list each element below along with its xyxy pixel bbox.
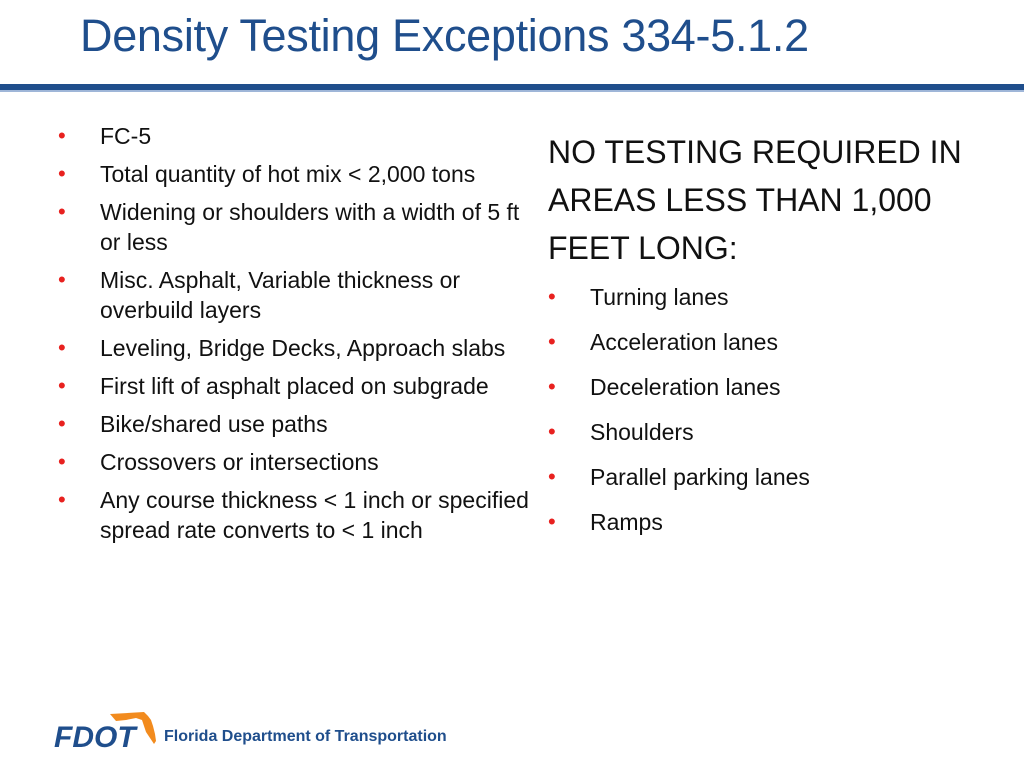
list-item-text: First lift of asphalt placed on subgrade [100, 373, 489, 399]
list-item [58, 447, 546, 477]
list-item [548, 462, 988, 492]
bullet-icon: • [58, 411, 66, 436]
list-item [58, 265, 546, 325]
list-item [58, 409, 546, 439]
list-item [58, 485, 546, 545]
exceptions-list [58, 121, 546, 553]
bullet-icon: • [548, 419, 556, 444]
bullet-icon: • [58, 487, 66, 512]
list-item-text: Turning lanes [590, 284, 729, 310]
bullet-icon: • [58, 335, 66, 360]
short-areas-list [548, 282, 988, 537]
title-divider-accent [0, 90, 1024, 92]
list-item-text: Shoulders [590, 419, 694, 445]
list-item [548, 327, 988, 357]
list-item [548, 507, 988, 537]
bullet-icon: • [548, 284, 556, 309]
short-areas-column [548, 128, 988, 552]
list-item [58, 371, 546, 401]
list-item-text: Any course thickness < 1 inch or specified spread rate converts to < 1 inch [100, 487, 529, 543]
bullet-icon: • [548, 374, 556, 399]
list-item [548, 372, 988, 402]
list-item [58, 121, 546, 151]
list-item-text: Leveling, Bridge Decks, Approach slabs [100, 335, 506, 361]
short-areas-heading: NO TESTING REQUIRED IN AREAS LESS THAN 1,000 FEET LONG: [548, 134, 962, 266]
bullet-icon: • [58, 123, 66, 148]
list-item-text: Deceleration lanes [590, 374, 781, 400]
bullet-icon: • [58, 449, 66, 474]
list-item [58, 159, 546, 189]
bullet-icon: • [58, 267, 66, 292]
bullet-icon: • [58, 161, 66, 186]
list-item-text: Parallel parking lanes [590, 464, 810, 490]
fdot-logo [52, 708, 162, 758]
list-item [58, 197, 546, 257]
bullet-icon: • [548, 329, 556, 354]
list-item-text: Acceleration lanes [590, 329, 778, 355]
list-item-text: FC-5 [100, 123, 152, 149]
slide-title: Density Testing Exceptions 334-5.1.2 [80, 10, 809, 61]
list-item-text: Total quantity of hot mix < 2,000 tons [100, 161, 476, 187]
list-item-text: Ramps [590, 509, 663, 535]
list-item-text: Misc. Asphalt, Variable thickness or overbuild layers [100, 267, 461, 323]
list-item-text: Widening or shoulders with a width of 5 ft or less [100, 199, 520, 255]
list-item [548, 417, 988, 447]
bullet-icon: • [548, 509, 556, 534]
svg-text:FDOT: FDOT [54, 721, 136, 754]
list-item-text: Crossovers or intersections [100, 449, 379, 475]
list-item [548, 282, 988, 312]
organization-name: Florida Department of Transportation [164, 728, 447, 745]
bullet-icon: • [58, 373, 66, 398]
list-item [58, 333, 546, 363]
bullet-icon: • [58, 199, 66, 224]
list-item-text: Bike/shared use paths [100, 411, 328, 437]
bullet-icon: • [548, 464, 556, 489]
